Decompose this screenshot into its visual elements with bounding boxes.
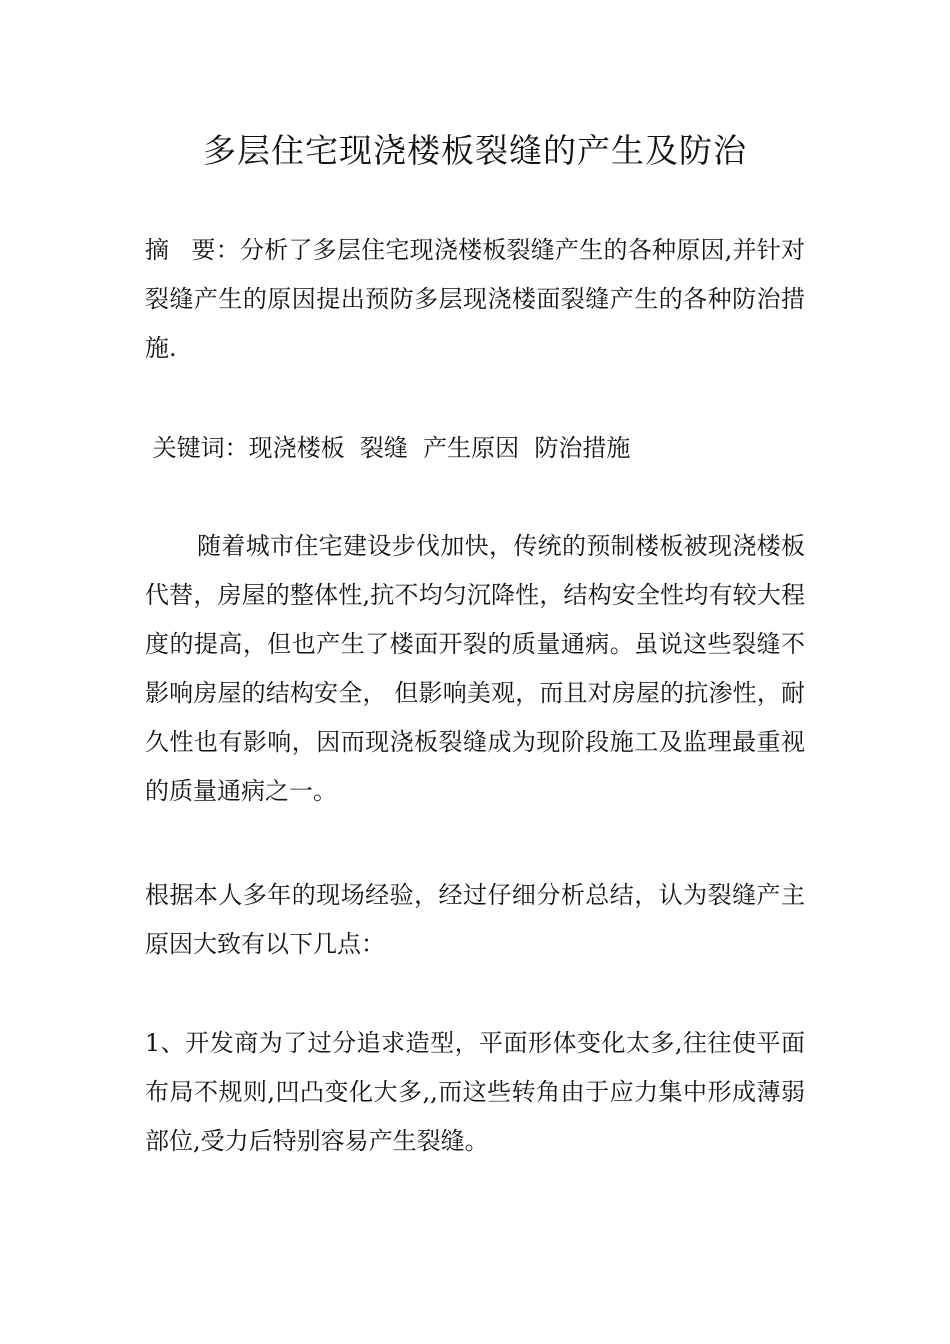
abstract-text: 分析了多层住宅现浇楼板裂缝产生的各种原因,并针对裂缝产生的原因提出预防多层现浇楼面裂缝产生的各种防治措施. <box>145 236 806 362</box>
body-paragraph-3: 1、开发商为了过分追求造型，平面形体变化太多,往往使平面布局不规则,凹凸变化大多,,而这些转角由于应力集中形成薄弱部位,受力后特别容易产生裂缝。 <box>145 1029 805 1155</box>
document-title: 多层住宅现浇楼板裂缝的产生及防治 <box>203 131 747 170</box>
keywords-line: 关键词：现浇楼板 裂缝 产生原因 防治措施 <box>145 434 631 462</box>
body-paragraph-1: 随着城市住宅建设步伐加快，传统的预制楼板被现浇楼板代替，房屋的整体性,抗不均匀沉降性，结构安全性均有较大程度的提高，但也产生了楼面开裂的质量通病。虽说这些裂缝不影响房屋的结构安全， 但影响美观，而且对房屋的抗渗性，耐久性也有影响，因而现浇板裂缝成为现阶段施工及监理最重视的质量通病之一。 <box>145 532 805 805</box>
body-paragraph-2: 根据本人多年的现场经验，经过仔细分析总结，认为裂缝产主原因大致有以下几点： <box>145 881 805 958</box>
abstract-label-first: 摘 <box>145 236 170 264</box>
abstract-label-second: 要： <box>191 236 240 264</box>
abstract-paragraph <box>145 226 805 373</box>
